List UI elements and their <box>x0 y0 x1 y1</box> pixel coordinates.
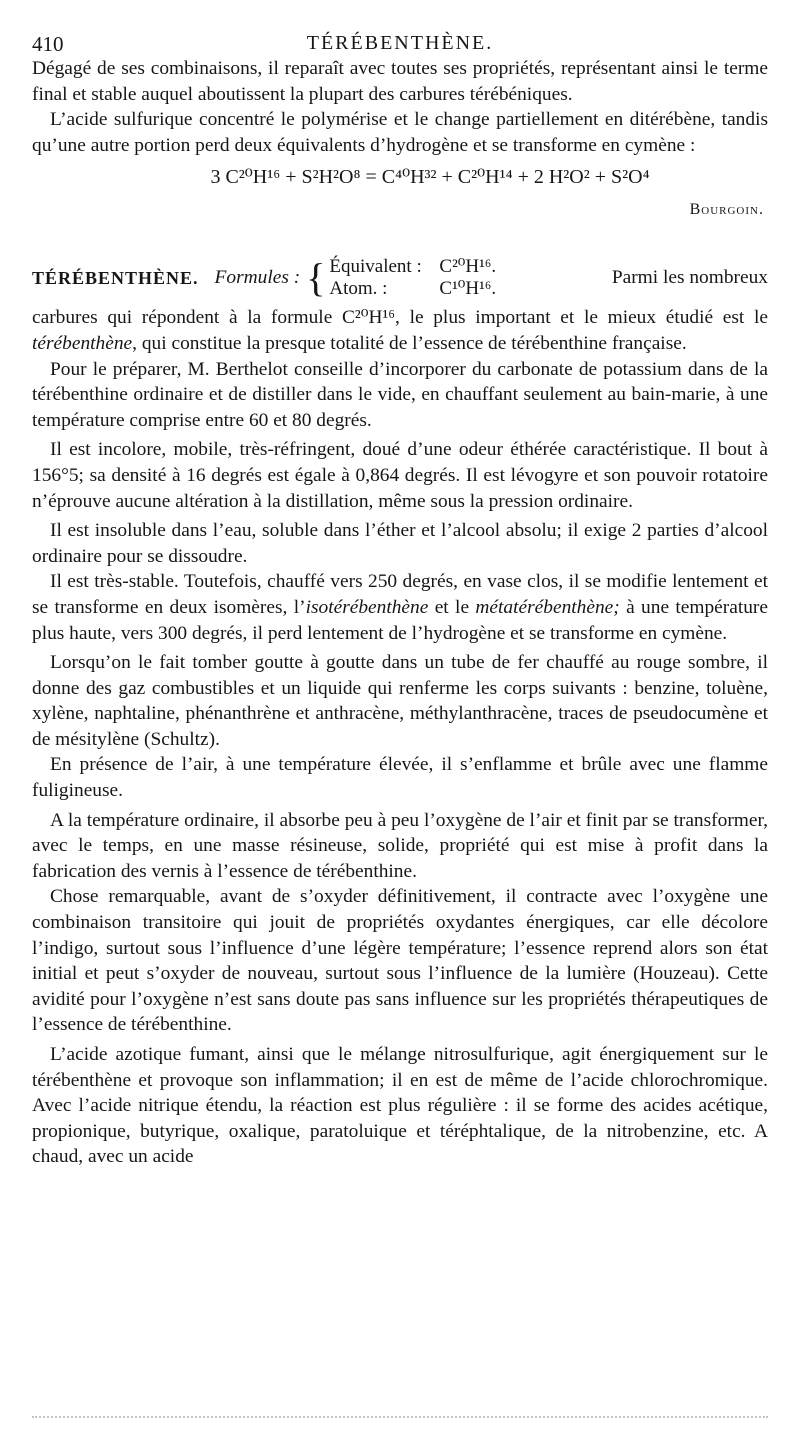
paragraph-solubility: Il est insoluble dans l’eau, soluble dans l’éther et l’alcool absolu; il exige 2 parties d’alcool ordinaire pour se dissoudre. <box>32 520 768 567</box>
formula-name: Atom. : <box>329 278 388 300</box>
emphasis-term: térébenthène <box>32 332 133 354</box>
paragraph-pyrolysis: Lorsqu’on le fait tomber goutte à goutte dans un tube de fer chauffé au rouge sombre, il donne des gaz combustibles et un liquide qui renferme les corps suivants : benzine, toluène, xylène, naphtaline, phénanthrène et anthracène, méthylanthracène, traces de pseudocumène et de mésitylène (Schultz). <box>32 652 768 750</box>
paragraph-nitric-acid: L’acide azotique fumant, ainsi que le mélange nitrosulfurique, agit énergiquement sur le térébenthène et provoque son inflammation; il en est de même de l’acide chlorochromique. Avec l’acide nitrique étendu, la réaction est plus régulière : il se forme des acides acétique, propionique, butyrique, oxalique, paratoluique et téréphtalique, de la nitrobenzine, etc. A chaud, avec un acide <box>32 1044 768 1168</box>
page-number: 410 <box>32 32 64 56</box>
chemical-equation: 3 C²⁰H¹⁶ + S²H²O⁸ = C⁴⁰H³² + C²⁰H¹⁴ + 2 H²O² + S²O⁴ <box>210 166 650 189</box>
formula-name: Équivalent : <box>329 256 422 278</box>
emphasis-term: métatérébenthène; <box>475 596 620 618</box>
section-title: TÉRÉBENTHÈNE. <box>32 267 199 288</box>
paragraph-preparation: Pour le préparer, M. Berthelot conseille d’incorporer du carbonate de potassium dans de la térébenthine ordinaire et de distiller dans le vide, en chauffant seulement au bain-marie, à une température comprise entre 60 et 80 degrés. <box>32 358 768 431</box>
brace-glyph: { <box>306 255 326 301</box>
paragraph-stability <box>32 569 768 646</box>
footer-dotted-rule <box>32 1416 768 1418</box>
formula-value: C²⁰H¹⁶. <box>439 256 497 278</box>
document-page <box>32 0 768 1170</box>
text-run: à une température plus haute, vers 300 degrés, il perd lentement de l’hydrogène et se transforme en cymène. <box>32 596 768 644</box>
formulas-label: Formules : <box>214 267 301 289</box>
intro-paragraph-2: L’acide sulfurique concentré le polymérise et le change partiellement en ditérébène, tandis qu’une autre portion perd deux équivalents d’hydrogène et se transforme en cymène : <box>32 109 768 156</box>
heading-continuation: Parmi les nombreux <box>611 267 768 289</box>
formula-row <box>329 256 509 278</box>
paragraph-oxidation: A la température ordinaire, il absorbe peu à peu l’oxygène de l’air et finit par se transformer, avec le temps, en une masse résineuse, solide, propriété qui est mise à profit dans la fabrication des vernis à l’essence de térébenthine. <box>32 809 768 882</box>
running-title: TÉRÉBENTHÈNE. <box>306 32 494 54</box>
paragraph-properties: Il est incolore, mobile, très-réfringent, doué d’une odeur éthérée caractéristique. Il bout à 156°5; sa densité à 16 degrés est égale à 0,864 degrés. Il est lévogyre et son pouvoir rotatoire n’éprouve aucune altération à la distillation, même sous la pression ordinaire. <box>32 439 768 512</box>
running-header <box>32 0 768 56</box>
emphasis-term: isotérébenthène <box>305 596 429 618</box>
text-run: carbures qui répondent à la formule C²⁰H¹⁶, le plus important et le mieux étudié est le <box>32 307 768 329</box>
formula-row <box>329 278 509 300</box>
text-run: et le <box>428 596 476 618</box>
section-first-paragraph <box>32 305 768 356</box>
paragraph-combustion: En présence de l’air, à une température élevée, il s’enflamme et brûle avec une flamme fuligineuse. <box>32 754 768 802</box>
section-heading <box>32 251 768 305</box>
formula-value: C¹⁰H¹⁶. <box>439 278 497 300</box>
paragraph-transitory-compound: Chose remarquable, avant de s’oxyder définitivement, il contracte avec l’oxygène une combinaison transitoire qui jouit de propriétés oxydantes énergiques, car elle décolore l’indigo, surtout sous l’influence d’une légère température; l’essence reprend alors son état initial et peut s’oxyder de nouveau, surtout sous l’influence de la lumière (Houzeau). Cette avidité pour l’oxygène n’est sans doute pas sans influence sur les propriétés thérapeutiques de l’essence de térébenthine. <box>32 886 768 1036</box>
formula-definitions <box>329 256 509 300</box>
intro-paragraph-1: Dégagé de ses combinaisons, il reparaît avec toutes ses propriétés, représentant ainsi le terme final et stable auquel aboutissent la plupart des carbures térébéniques. <box>32 58 768 105</box>
text-run: Il est très-stable. Toutefois, chauffé vers 250 degrés, en vase clos, il se modifie lentement et se transforme en deux isomères, l’ <box>32 571 768 618</box>
text-run: , qui constitue la presque totalité de l’essence de térébenthine française. <box>132 332 687 354</box>
author-signature: Bourgoin. <box>689 201 764 219</box>
